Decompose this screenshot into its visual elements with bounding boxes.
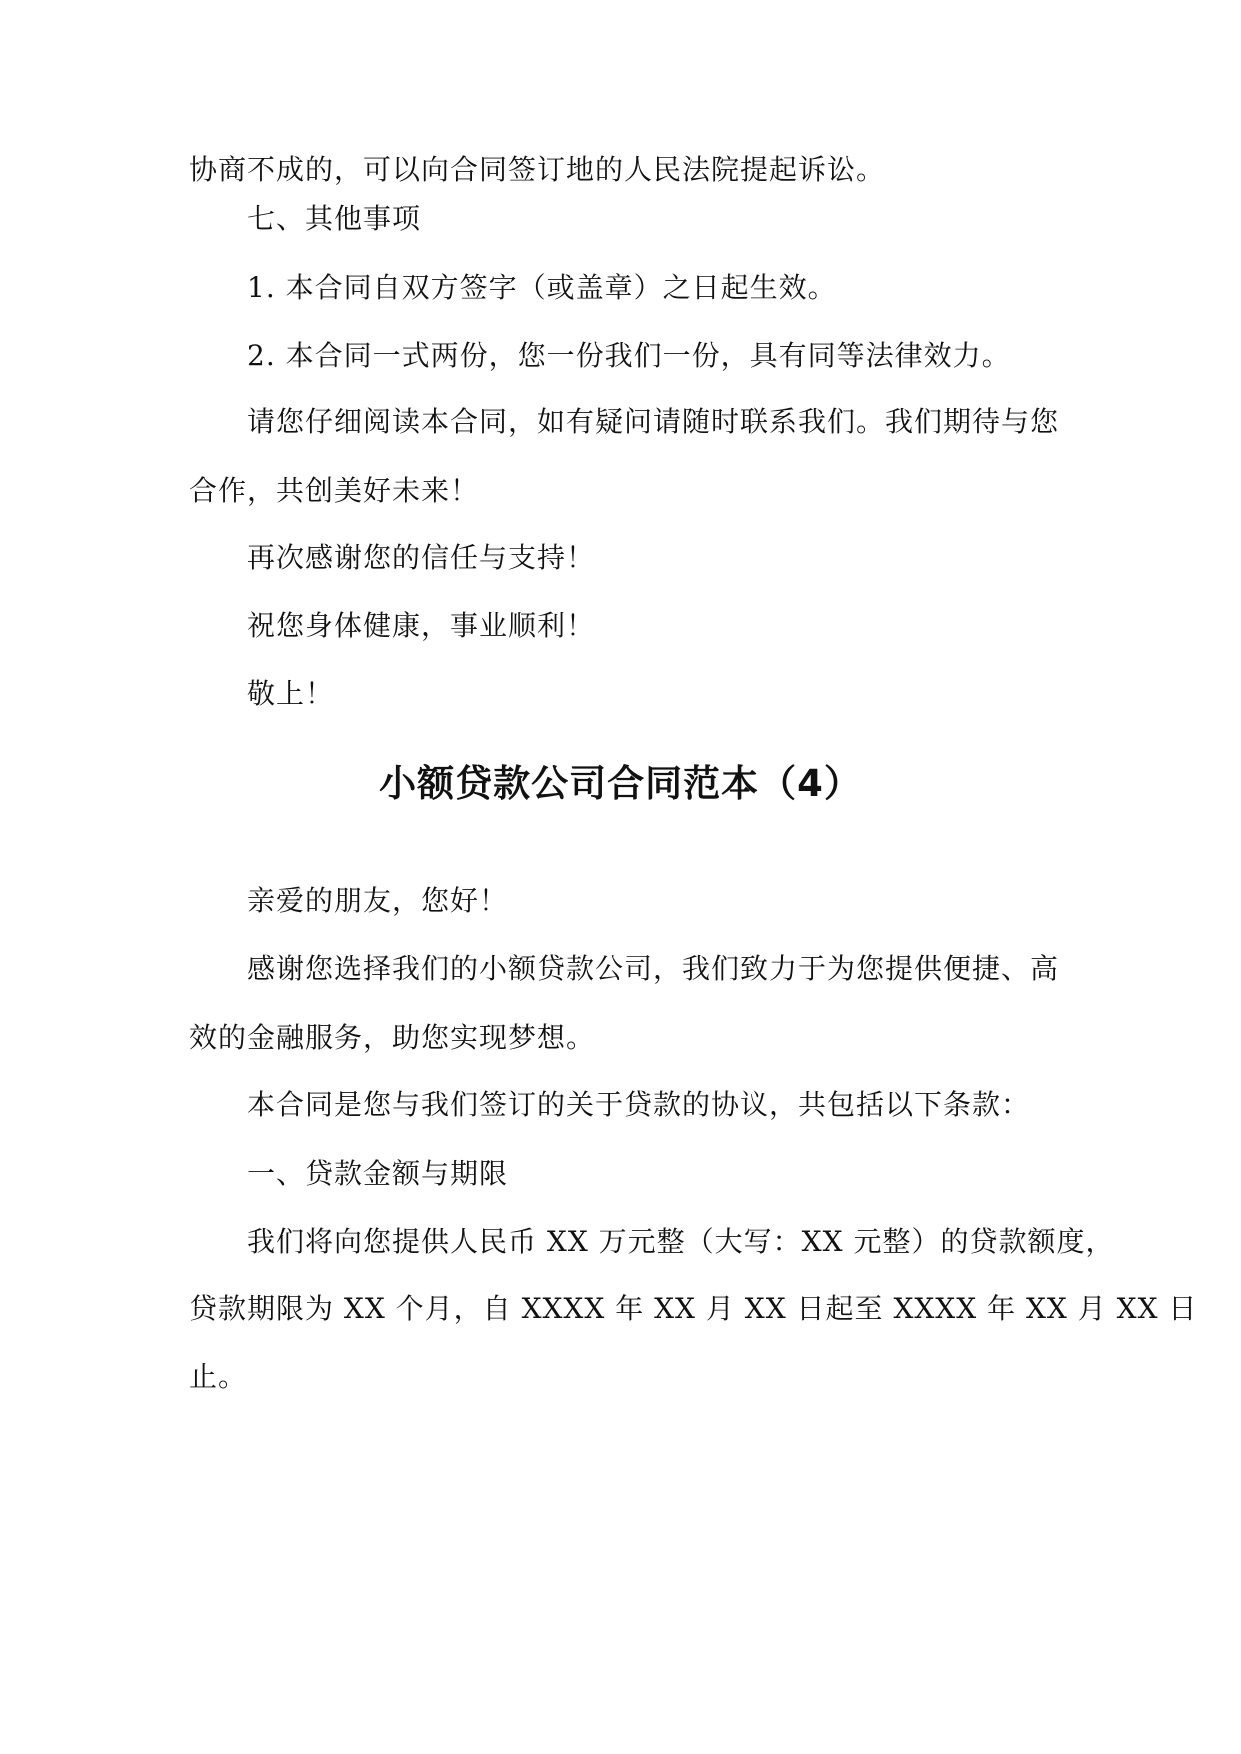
paragraph-line: 效的金融服务，助您实现梦想。 xyxy=(189,1021,596,1054)
paragraph-line: 合作，共创美好未来！ xyxy=(189,474,480,507)
paragraph-line: 再次感谢您的信任与支持！ xyxy=(247,541,596,574)
paragraph-line: 止。 xyxy=(189,1360,248,1393)
section-heading-other-matters: 七、其他事项 xyxy=(247,202,422,235)
paragraph-line: 祝您身体健康，事业顺利！ xyxy=(247,609,596,642)
paragraph-line: 请您仔细阅读本合同，如有疑问请随时联系我们。我们期待与您 xyxy=(247,405,1060,438)
greeting-line: 亲爱的朋友，您好！ xyxy=(247,884,509,917)
list-item-1: 1. 本合同自双方签字（或盖章）之日起生效。 xyxy=(247,271,837,304)
paragraph-line: 我们将向您提供人民币 XX 万元整（大写：XX 元整）的贷款额度， xyxy=(247,1225,1115,1258)
paragraph-line: 贷款期限为 XX 个月，自 XXXX 年 XX 月 XX 日起至 XXXX 年 XX 月 XX 日 xyxy=(189,1292,1198,1325)
paragraph-line: 协商不成的，可以向合同签订地的人民法院提起诉讼。 xyxy=(189,153,886,186)
closing-line: 敬上！ xyxy=(247,677,335,710)
list-item-2: 2. 本合同一式两份，您一份我们一份，具有同等法律效力。 xyxy=(247,339,1011,372)
paragraph-line: 本合同是您与我们签订的关于贷款的协议，共包括以下条款： xyxy=(247,1088,1031,1121)
paragraph-line: 感谢您选择我们的小额贷款公司，我们致力于为您提供便捷、高 xyxy=(247,952,1060,985)
document-title: 小额贷款公司合同范本（4） xyxy=(379,762,862,805)
section-heading-loan-amount: 一、贷款金额与期限 xyxy=(247,1157,509,1190)
